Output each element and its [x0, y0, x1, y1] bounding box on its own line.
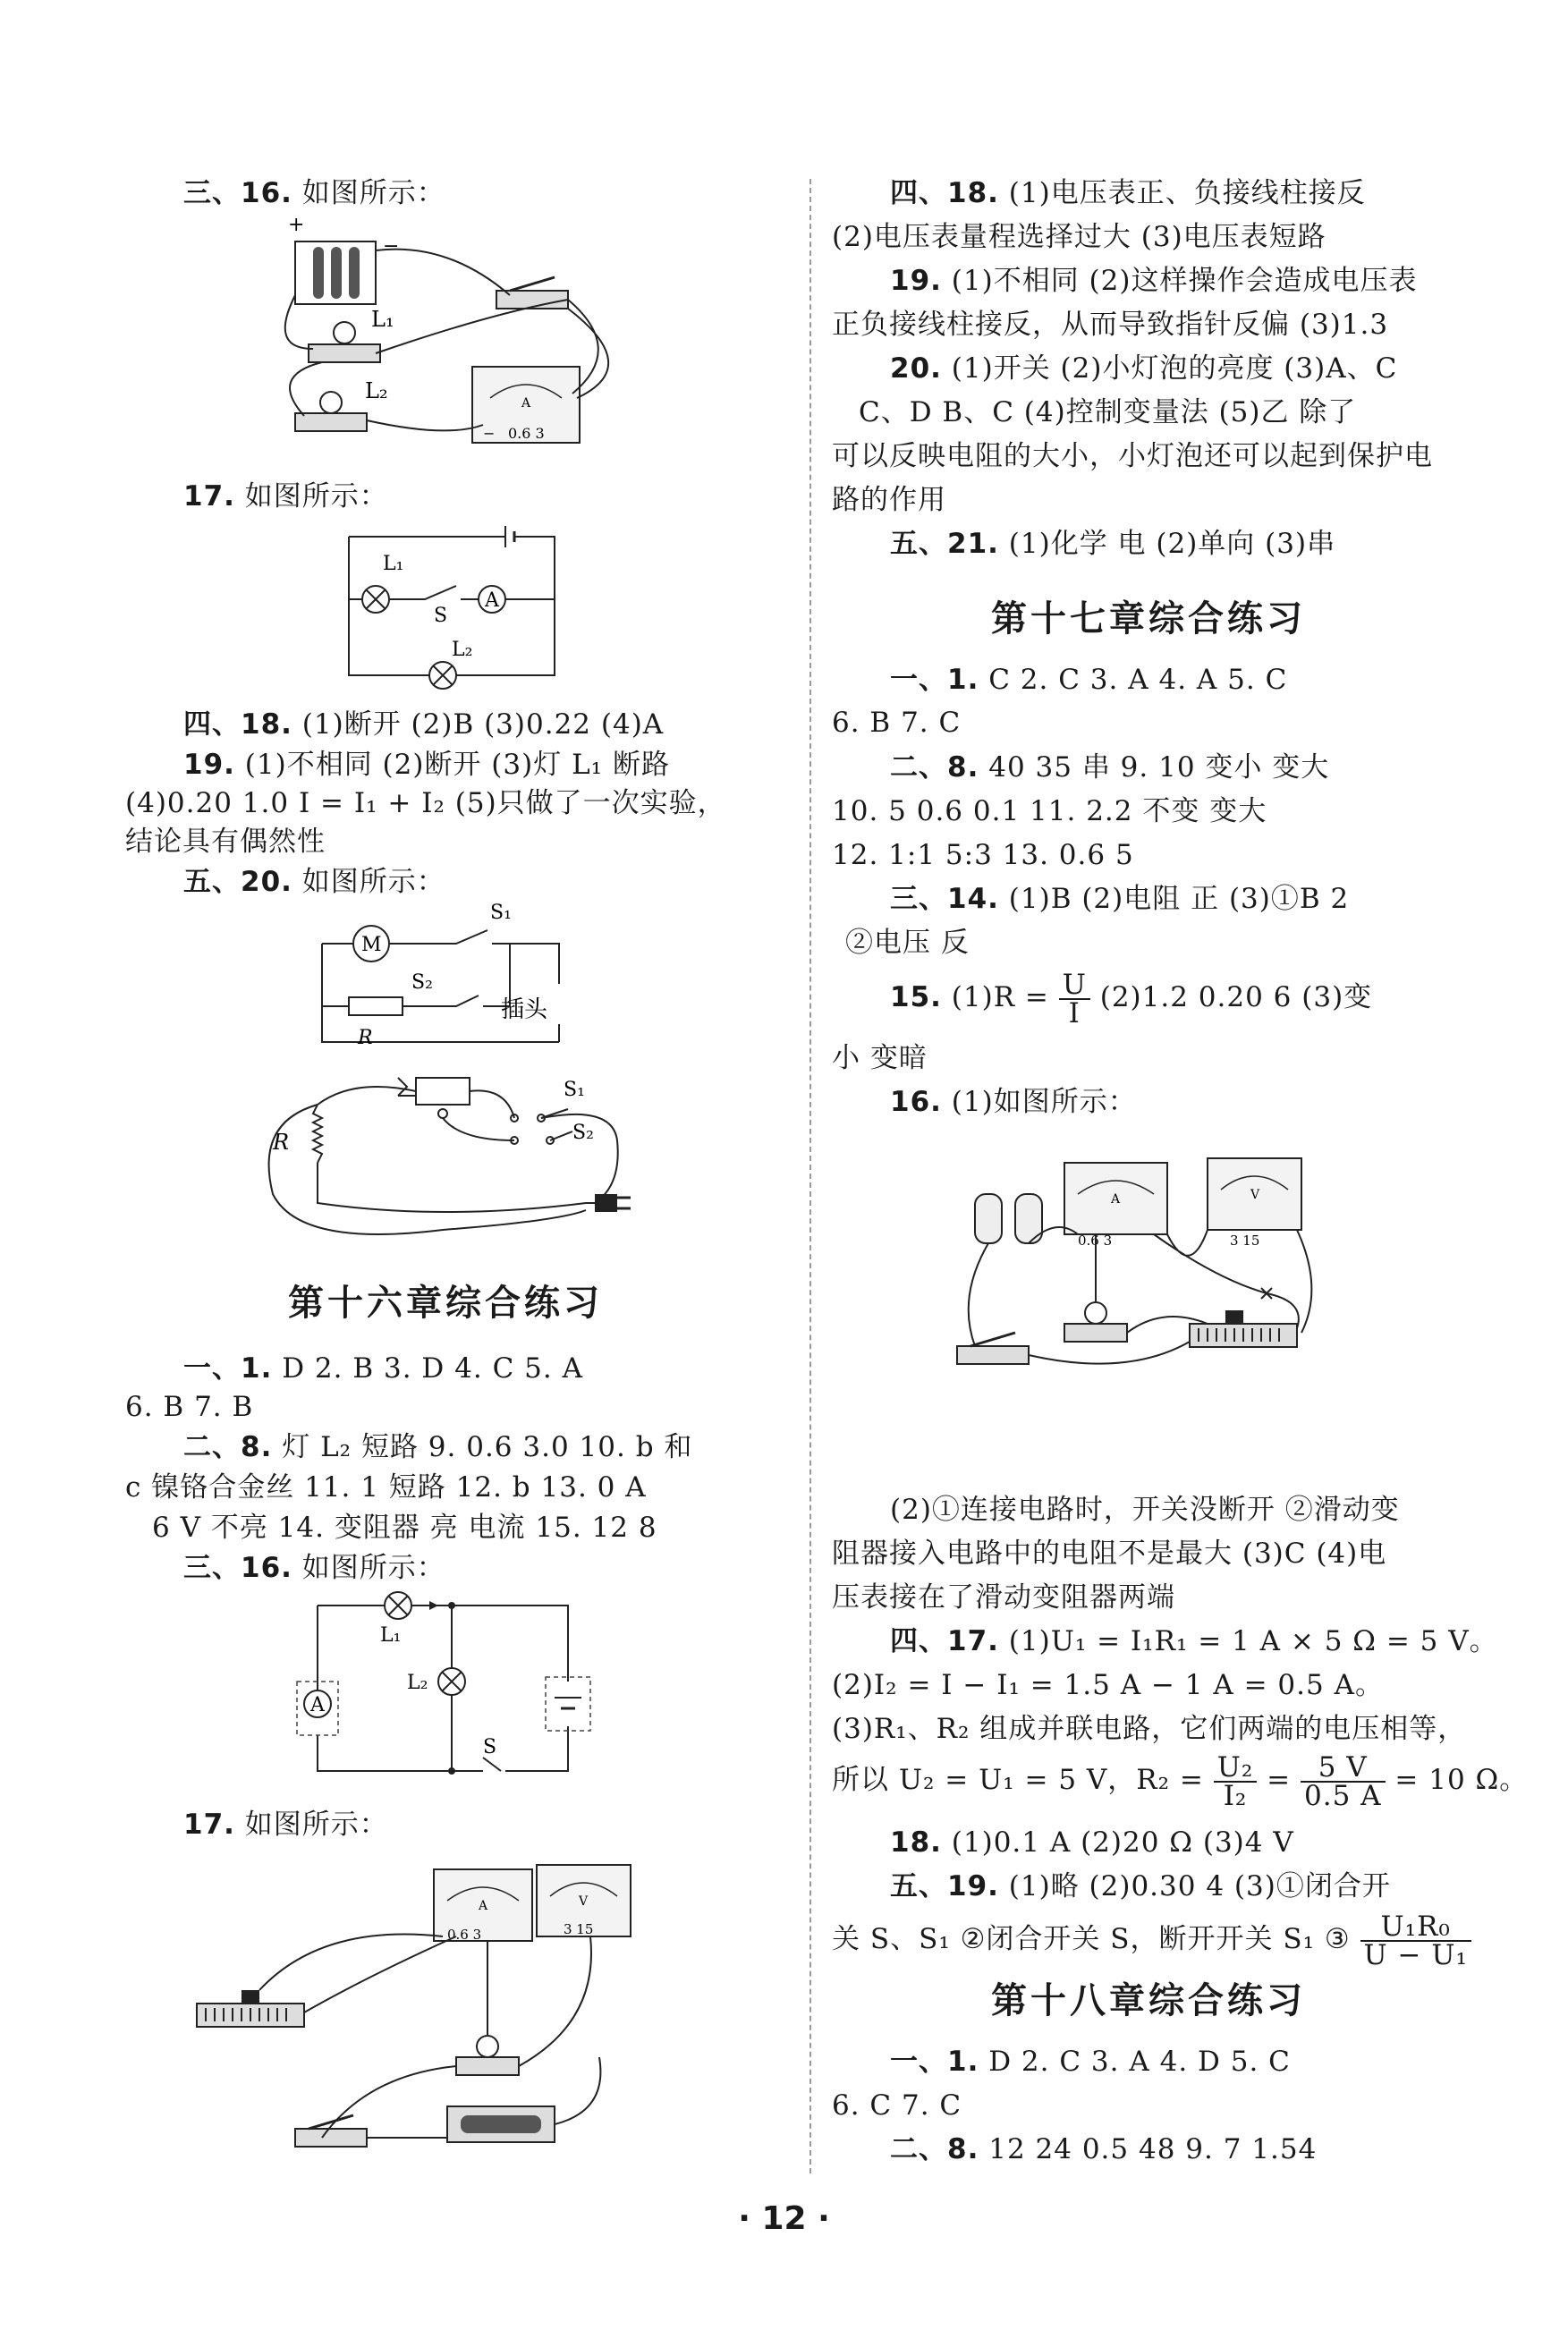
svg-text:V: V [579, 1894, 589, 1909]
ch17-p1: (2)①连接电路时，开关没断开 ②滑动变 [890, 1494, 1400, 1526]
svg-text:A: A [1111, 1192, 1121, 1207]
q19-line-2: (4)0.20 1.0 I = I₁ + I₂ (5)只做了一次实验， [125, 787, 726, 819]
diagram-schematic-2 [340, 523, 572, 702]
resistor-r [349, 997, 403, 1015]
lamp [477, 2036, 498, 2057]
q20-label: 五、20. 如图所示： [183, 866, 445, 898]
r-q20-line-3: 可以反映电阻的大小，小灯泡还可以起到保护电 [832, 440, 1433, 472]
diagram-physical-motor [264, 1069, 648, 1248]
heater-r-label: R [273, 1130, 290, 1155]
lamp-l1-label: L₁ [383, 553, 404, 575]
q16-label: 三、16. 如图所示： [183, 177, 445, 209]
r-q20-line-4: 路的作用 [832, 484, 946, 516]
page-number: · 12 · [738, 2200, 830, 2237]
ch17-line-9: 小 变暗 [832, 1042, 928, 1074]
ch16-line-5: 6 V 不亮 14. 变阻器 亮 电流 15. 12 8 [152, 1512, 657, 1544]
ch17-line-3: 二、8. 40 35 串 9. 10 变小 变大 [890, 751, 1330, 784]
ch17-q18-line: 18. (1)0.1 A (2)20 Ω (3)4 V [890, 1826, 1294, 1859]
battery-cells [461, 2115, 541, 2133]
heater-coil [313, 1105, 322, 1163]
ch17-q17-line-4: 所以 U₂ = U₁ = 5 V，R₂ = $\frac{\text{U₂}}{\text{I₂}}$ = $\frac{5 V}{0.5 A}$ = 10 Ω。 [832, 1750, 1529, 1812]
ch16-line-3: 二、8. 灯 L₂ 短路 9. 0.6 3.0 10. b 和 [183, 1431, 693, 1463]
rheostat-slider [1225, 1310, 1243, 1324]
ch17-q17-line-3: (3)R₁、R₂ 组成并联电路，它们两端的电压相等， [832, 1713, 1467, 1745]
ch17-p3: 压表接在了滑动变阻器两端 [832, 1581, 1175, 1614]
diagram-physical-meters-right [948, 1145, 1360, 1395]
ch17-q16-label: 16. (1)如图所示： [890, 1086, 1137, 1118]
r-q21-line: 五、21. (1)化学 电 (2)单向 (3)串 [890, 528, 1336, 560]
r-q19-line-2: 正负接线柱接反，从而导致指针反偏 (3)1.3 [832, 309, 1389, 341]
lamp-l2-label: L₂ [407, 1672, 428, 1694]
svg-text:3 15: 3 15 [564, 1921, 594, 1937]
ch18-title: 第十八章综合练习 [991, 1980, 1306, 2021]
ch17-line-2: 6. B 7. C [832, 707, 962, 739]
switch-s2-label: S₂ [572, 1122, 594, 1144]
ch16-q16-label: 三、16. 如图所示： [183, 1552, 445, 1584]
q19-line-3: 结论具有偶然性 [125, 826, 326, 858]
svg-text:3 15: 3 15 [1230, 1233, 1260, 1249]
lamp-base [1064, 1324, 1127, 1342]
battery-plus-label: + [288, 214, 305, 236]
ammeter-letter: A [521, 396, 531, 411]
switch-base [957, 1346, 1029, 1364]
ch17-q19-line-1: 五、19. (1)略 (2)0.30 4 (3)①闭合开 [890, 1870, 1391, 1902]
ch17-line-6: 三、14. (1)B (2)电阻 正 (3)①B 2 [890, 883, 1350, 915]
switch-lever [970, 1333, 1015, 1346]
ch16-title: 第十六章综合练习 [288, 1283, 603, 1324]
ch17-line-7: ②电压 反 [845, 927, 970, 959]
q17-label: 17. 如图所示： [183, 480, 388, 513]
lamp-l1-label: L₁ [380, 1624, 402, 1647]
switch-base [295, 2129, 367, 2147]
r-q18-line-1: 四、18. (1)电压表正、负接线柱接反 [890, 177, 1366, 209]
ch17-q17-line-2: (2)I₂ = I − I₁ = 1.5 A − 1 A = 0.5 A。 [832, 1669, 1384, 1701]
q18-line: 四、18. (1)断开 (2)B (3)0.22 (4)A [183, 708, 665, 741]
ammeter-letter: A [310, 1694, 325, 1716]
ammeter-letter: A [485, 589, 499, 612]
switch-s1-label: S₁ [564, 1079, 585, 1101]
switch-s-label: S [434, 605, 448, 627]
ch16-line-1: 一、1. D 2. B 3. D 4. C 5. A [183, 1352, 583, 1385]
battery-cell [313, 247, 324, 299]
ch16-line-4: c 镍铬合金丝 11. 1 短路 12. b 13. 0 A [125, 1471, 647, 1504]
diagram-physical-meters-left [188, 1843, 644, 2173]
switch-s1-label: S₁ [490, 902, 512, 924]
formula-fraction: $\frac{\text{U₂}}{\text{I₂}}$ [1214, 1754, 1258, 1809]
rheostat-slider [242, 1990, 259, 2004]
ch18-line-3: 二、8. 12 24 0.5 48 9. 7 1.54 [890, 2133, 1318, 2165]
r-q18-line-2: (2)电压表量程选择过大 (3)电压表短路 [832, 221, 1326, 253]
ch17-q19-line-2: 关 S、S₁ ②闭合开关 S，断开开关 S₁ ③ $\frac{\text{U₁R₀}}{\text{U − U₁}}$ [832, 1912, 1471, 1969]
diagram-schematic-parallel [295, 1592, 608, 1789]
ch17-line-5: 12. 1:1 5:3 13. 0.6 5 [832, 839, 1134, 871]
svg-text:0.6 3: 0.6 3 [447, 1927, 482, 1943]
battery-minus-label: − [383, 235, 400, 258]
ch17-p2: 阻器接入电路中的电阻不是最大 (3)C (4)电 [832, 1538, 1387, 1570]
motor-letter: M [361, 934, 382, 956]
ch18-line-1: 一、1. D 2. C 3. A 4. D 5. C [890, 2046, 1291, 2078]
battery-cell [975, 1194, 1002, 1243]
svg-text:0.6 3: 0.6 3 [508, 425, 545, 442]
battery-cell [331, 247, 342, 299]
motor-body [416, 1078, 470, 1105]
lamp-l2-label: L₂ [452, 639, 473, 661]
lamp-l2 [320, 392, 342, 413]
ch18-line-2: 6. C 7. C [832, 2089, 962, 2122]
switch-s-label: S [483, 1736, 497, 1758]
column-divider [809, 179, 811, 2173]
q19-line-1: 19. (1)不相同 (2)断开 (3)灯 L₁ 断路 [183, 749, 670, 781]
ch17-line-1: 一、1. C 2. C 3. A 4. A 5. C [890, 664, 1288, 696]
ch17-line-4: 10. 5 0.6 0.1 11. 2.2 不变 变大 [832, 795, 1267, 827]
ch17-title: 第十七章综合练习 [991, 598, 1306, 640]
lamp-l1-label: L₁ [371, 307, 394, 332]
lamp [1085, 1302, 1106, 1324]
lamp-l2-label: L₂ [365, 378, 388, 403]
ch16-line-2: 6. B 7. B [125, 1391, 254, 1423]
switch-s2-lever [550, 1131, 572, 1140]
switch-s2-label: S₂ [411, 971, 433, 994]
ch17-q17-line-1: 四、17. (1)U₁ = I₁R₁ = 1 A × 5 Ω = 5 V。 [890, 1625, 1498, 1657]
lamp-l1 [334, 322, 355, 343]
diagram-physical-circuit-1 [268, 215, 644, 456]
svg-text:0.6 3: 0.6 3 [1078, 1233, 1113, 1249]
svg-text:V: V [1250, 1188, 1260, 1202]
plug-body [595, 1194, 617, 1212]
diagram-schematic-motor [322, 899, 590, 1055]
resistor-r-label: R [358, 1027, 373, 1049]
r-q20-line-2: C、D B、C (4)控制变量法 (5)乙 除了 [859, 396, 1357, 428]
r-q19-line-1: 19. (1)不相同 (2)这样操作会造成电压表 [890, 265, 1418, 297]
formula-fraction: $\frac{5 V}{0.5 A}$ [1301, 1754, 1386, 1809]
formula-fraction: $\frac{\text{U₁R₀}}{\text{U − U₁}}$ [1360, 1913, 1471, 1969]
lamp-l1-base [309, 344, 380, 362]
svg-text:A: A [479, 1899, 488, 1913]
svg-text:−: − [483, 425, 496, 442]
ch17-line-8: 15. (1)R = $\frac{U}{I}$ (2)1.2 0.20 6 (3)变 [890, 968, 1373, 1029]
battery-cell [349, 247, 360, 299]
battery-dashed-box [546, 1677, 590, 1731]
switch-lever [510, 277, 555, 291]
formula-fraction: $\frac{U}{I}$ [1059, 971, 1090, 1027]
ch16-q17-label: 17. 如图所示： [183, 1809, 388, 1841]
lamp-base [456, 2057, 519, 2075]
plug-label: 插头 [501, 996, 548, 1023]
lamp-l2-base [295, 413, 367, 431]
r-q20-line-1: 20. (1)开关 (2)小灯泡的亮度 (3)A、C [890, 352, 1398, 385]
